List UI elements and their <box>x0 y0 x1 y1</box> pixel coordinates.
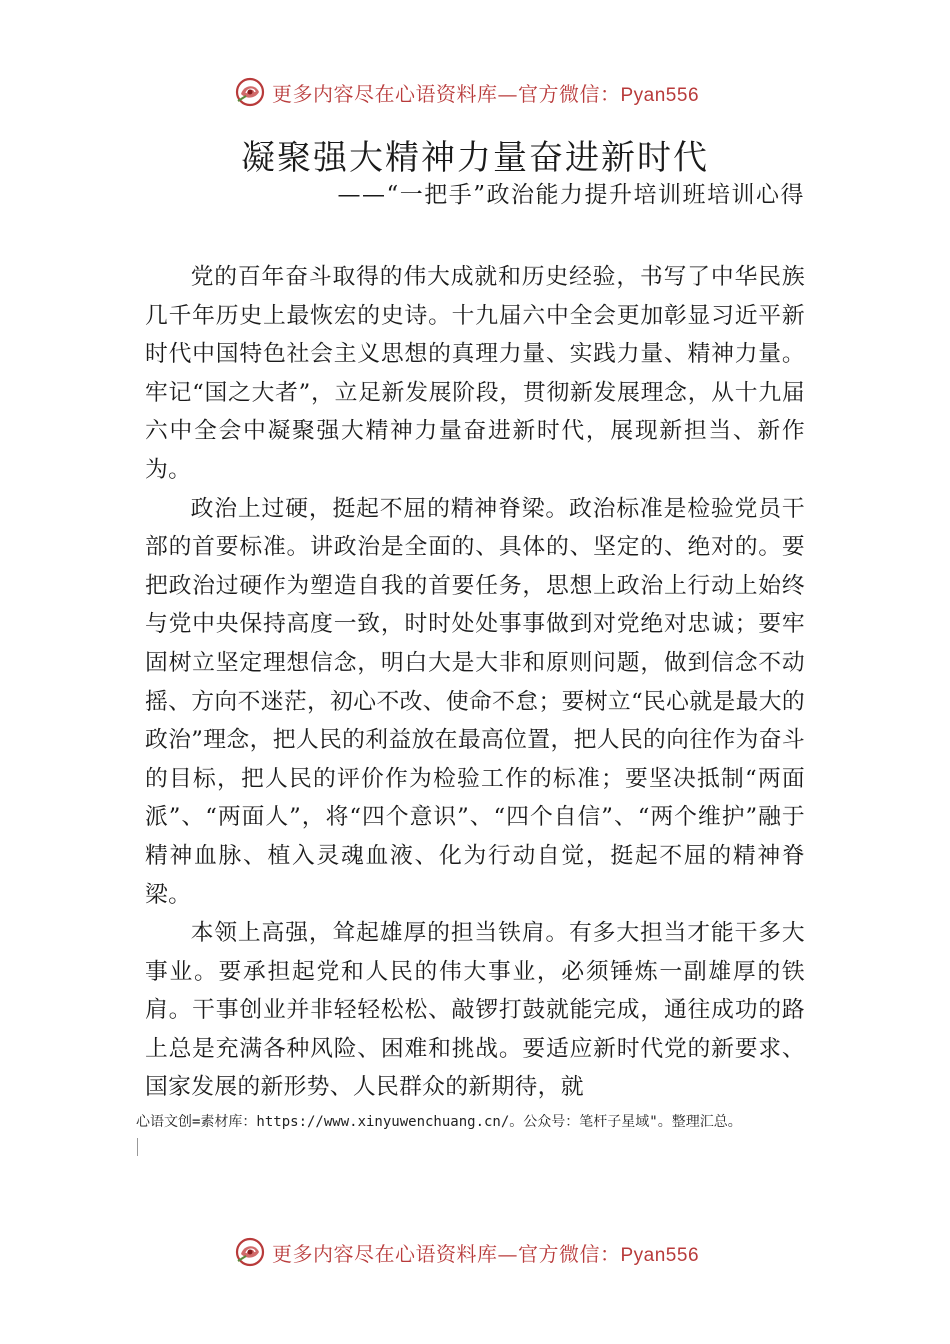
banner-text <box>272 1238 699 1267</box>
banner-cn-text: 更多内容尽在心语资料库—官方微信： <box>272 81 621 106</box>
rose-logo-icon <box>232 1234 268 1270</box>
document-subtitle: ——“一把手”政治能力提升培训班培训心得 <box>337 182 805 208</box>
banner-text <box>272 78 699 107</box>
banner-cn-text: 更多内容尽在心语资料库—官方微信： <box>272 1241 621 1266</box>
document-title: 凝聚强大精神力量奋进新时代 <box>241 138 709 178</box>
paragraph-3: 本领上高强，耸起雄厚的担当铁肩。有多大担当才能干多大事业。要承担起党和人民的伟大事业，必须锤炼一副雄厚的铁肩。干事创业并非轻轻松松、敲锣打鼓就能完成，通往成功的路上总是充满各种风险、困难和挑战。要适应新时代党的新要求、国家发展的新形势、人民群众的新期待，就 <box>145 920 805 1101</box>
banner-wechat-id: Pyan556 <box>620 84 700 106</box>
document-body <box>145 258 805 1107</box>
footer-source-note: 心语文创=素材库：https://www.xinyuwenchuang.cn/。公众号：笔杆子星域"。整理汇总。 <box>136 1114 742 1130</box>
text-cursor-mark <box>137 1138 138 1156</box>
banner-wechat-id: Pyan556 <box>620 1244 700 1266</box>
rose-logo-icon <box>232 74 268 110</box>
bottom-banner <box>232 1232 699 1272</box>
paragraph-2: 政治上过硬，挺起不屈的精神脊梁。政治标准是检验党员干部的首要标准。讲政治是全面的、具体的、坚定的、绝对的。要把政治过硬作为塑造自我的首要任务，思想上政治上行动上始终与党中央保持高度一致，时时处处事事做到对党绝对忠诚；要牢固树立坚定理想信念，明白大是大非和原则问题，做到信念不动摇、方向不迷茫，初心不改、使命不怠；要树立“民心就是最大的政治”理念，把人民的利益放在最高位置，把人民的向往作为奋斗的目标，把人民的评价作为检验工作的标准；要坚决抵制“两面派”、“两面人”，将“四个意识”、“四个自信”、“两个维护”融于精神血脉、植入灵魂血液、化为行动自觉，挺起不屈的精神脊梁。 <box>145 495 805 908</box>
top-banner <box>232 72 699 112</box>
paragraph-1: 党的百年奋斗取得的伟大成就和历史经验，书写了中华民族几千年历史上最恢宏的史诗。十九届六中全会更加彰显习近平新时代中国特色社会主义思想的真理力量、实践力量、精神力量。牢记“国之大者”，立足新发展阶段，贯彻新发展理念，从十九届六中全会中凝聚强大精神力量奋进新时代，展现新担当、新作为。 <box>145 264 805 483</box>
